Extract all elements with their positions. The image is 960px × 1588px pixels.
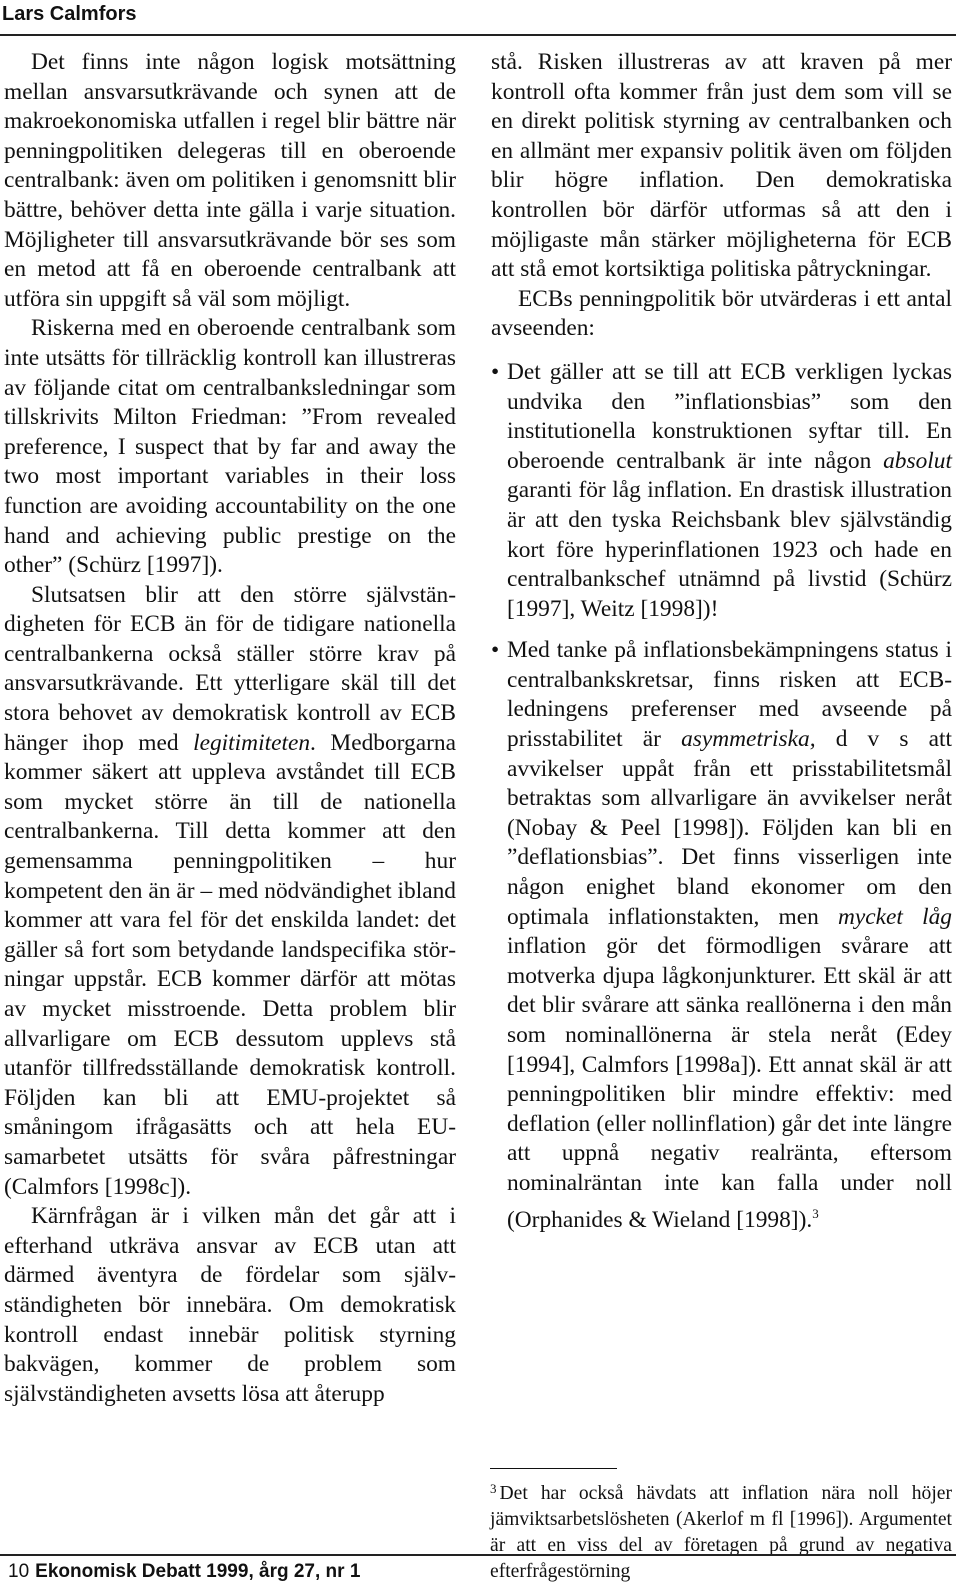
bullet-2-text-a: Med tanke på inflationsbekämpningens status i centralbankskretsar, finns risken att ECB-ledningens preferenser med avseende på prisstabilitet är xyxy=(507,637,952,753)
bullet-list xyxy=(491,358,952,1235)
left-paragraph-3 xyxy=(4,581,456,1202)
bullet-icon: • xyxy=(491,637,500,664)
journal-title: Ekonomisk Debatt 1999, årg 27, nr 1 xyxy=(35,1561,361,1582)
right-paragraph-2: ECBs penningpolitik bör utvärderas i ett antal avseenden: xyxy=(491,285,952,342)
left-paragraph-3-italic: legitimiteten xyxy=(193,729,311,756)
page-footer xyxy=(8,1561,360,1583)
footnote-text: Det har också hävdats att inflation nära noll höjer jämviktsarbetslösheten (Akerlof m fl [1996]). Argumentet är att en viss del av företagen på grund av negativa efterfrågestörning xyxy=(490,1483,952,1582)
bullet-1-text-a: Det gäller att se till att ECB verkligen lyckas undvika den ”inflationsbias” som den institutionella konstruktionen syftar till. En oberoende centralbank är inte någon xyxy=(507,358,952,474)
left-paragraph-3-text-a: Slutsatsen blir att den större självständigheten för ECB än för de tidigare nationella centralbankerna också ställer större krav på ansvarsutkrävande. Ett ytterligare skäl till det stora behovet av demokratisk kontroll av ECB hänger ihop med xyxy=(4,581,456,756)
running-head-author: Lars Calmfors xyxy=(2,3,137,25)
bullet-item-2 xyxy=(491,636,952,1235)
footnote-reference[interactable]: 3 xyxy=(812,1205,819,1221)
footnote-number: 3 xyxy=(490,1481,497,1496)
left-paragraph-3-text-b: . Medborgarna kommer säkert att uppleva avståndet till ECB som mycket större än till de nationella centralbankerna. Till detta kommer att den gemensamma penningpolitiken – hur kompetent den än är – med nödvändighet ibland kommer att vara fel för det enskilda landet: det gäller så fort som betydande landspecifika störningar uppstår. ECB kommer därför att mötas av mycket misstroende. Detta problem blir allvarligare om ECB dessutom upplevs stå utanför tillfredsställande demokratisk kontroll. Följden kan bli att EMU-projektet så småningom ifrågasätts och att hela EU-samarbetet utsätts för svåra påfrestningar (Calmfors [1998c]). xyxy=(4,729,456,1200)
left-paragraph-1: Det finns inte någon logisk motsättning mellan ansvarsutkrävande och synen att de makroekonomiska utfallen i regel blir bättre när penningpolitiken delegeras till en oberoende centralbank: även om politiken i genomsnitt blir bättre, behöver detta inte gälla i varje situation. Möjligheter till ansvarsutkrävande bör ses som en metod att få en oberoende centralbank att utföra sin uppgift så väl som möjligt. xyxy=(4,49,456,312)
left-column xyxy=(4,48,456,1409)
bullet-2-text-c: inflation gör det förmodligen svårare att motverka djupa lågkonjunkturer. Ett skäl är att det blir svårare att sänka reallönerna i den mån som nominallönerna är stela neråt (Edey [1994], Calmfors [1998a]). Ett annat skäl är att penningpolitiken blir mindre effektiv: med deflation (eller nollinflation) går det inte längre att uppnå negativ realränta, eftersom nominalräntan inte kan falla under noll (Orphanides & Wieland [1998]). xyxy=(507,933,952,1233)
bullet-icon: • xyxy=(491,358,500,385)
bullet-item-1 xyxy=(491,358,952,624)
left-paragraph-2: Riskerna med en oberoende centralbank som inte utsätts för tillräcklig kontroll kan illustreras av följande citat om centralbanksledningar som tillskrivits Milton Friedman: ”From revealed preference, I suspect that by far and away the two most important variables in their loss function are avoiding accountability on the one hand and achieving public prestige on the other” (Schürz [1997]). xyxy=(4,315,456,579)
footnote-rule xyxy=(490,1468,617,1469)
footer-rule xyxy=(0,1554,956,1556)
footnote xyxy=(490,1476,952,1585)
bullet-2-italic-1: asymmetriska, xyxy=(681,726,816,753)
bullet-2-text-b: d v s att avvikelser uppåt från ett prisstabilitetsmål betraktas som allvarligare än avvikelser neråt (Nobay & Peel [1998]). Följden kan bli en ”deflationsbias”. Det finns visserligen inte någon enighet bland ekonomer om den optimala inflationstakten, men xyxy=(507,726,952,930)
right-paragraph-1: stå. Risken illustreras av att kraven på mer kontroll ofta kommer från just dem som vill se en direkt politisk styrning av centralbanken och en allmänt mer expansiv politik även om följden blir högre inflation. Den demokratiska kontrollen bör därför utformas så att den i möjligaste mån stärker möjligheterna för ECB att stå emot kortsiktiga politiska påtryckningar. xyxy=(491,49,952,283)
header-rule xyxy=(0,34,956,36)
left-paragraph-4: Kärnfrågan är i vilken mån det går att i efterhand utkräva ansvar av ECB utan att därmed äventyra de fördelar som självständigheten bör innebära. Om demokratisk kontroll endast innebär politisk styrning bakvägen, kommer de problem som självständigheten avsetts lösa att återupp xyxy=(4,1203,456,1407)
bullet-1-italic: absolut xyxy=(883,447,952,474)
page-number: 10 xyxy=(8,1561,30,1582)
bullet-2-italic-2: mycket låg xyxy=(838,903,953,930)
right-column xyxy=(491,48,952,1235)
bullet-1-text-b: garanti för låg inflation. En drastisk illustration är att den tyska Reichsbank blev självständig kort före hyperinflationen 1923 och hade en centralbankschef utnämnd på livstid (Schürz [1997], Weitz [1998])! xyxy=(507,477,952,622)
